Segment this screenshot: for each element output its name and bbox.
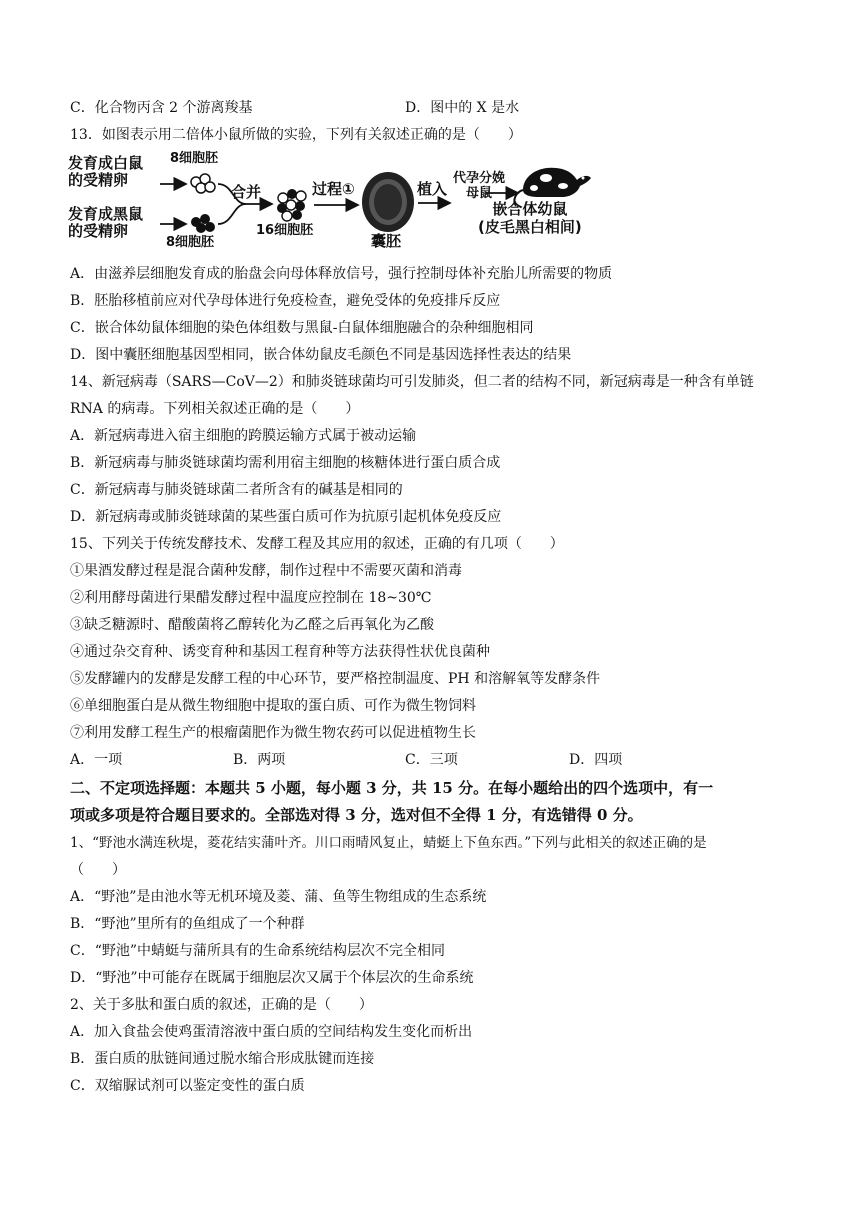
q14-option-a: A．新冠病毒进入宿主细胞的跨膜运输方式属于被动运输 <box>70 428 417 444</box>
q14-option-c: C．新冠病毒与肺炎链球菌二者所含有的碱基是相同的 <box>70 482 403 498</box>
q13-option-b: B．胚胎移植前应对代孕母体进行免疫检查，避免受体的免疫排斥反应 <box>70 293 501 309</box>
q15-option-b: B．两项 <box>233 752 286 768</box>
q15-item-2: ②利用酵母菌进行果醋发酵过程中温度应控制在 18~30℃ <box>70 590 432 606</box>
s2q2-option-b: B．蛋白质的肽链间通过脱水缩合形成肽键而连接 <box>70 1051 375 1067</box>
s2q2-option-c: C．双缩脲试剂可以鉴定变性的蛋白质 <box>70 1078 305 1094</box>
q14-option-b: B．新冠病毒与肺炎链球菌均需利用宿主细胞的核糖体进行蛋白质合成 <box>70 455 501 471</box>
q15-item-1: ①果酒发酵过程是混合菌种发酵，制作过程中不需要灭菌和消毒 <box>70 563 462 579</box>
q13-stem: 13．如图表示用二倍体小鼠所做的实验，下列有关叙述正确的是（ ） <box>70 127 522 143</box>
s2q1-option-d: D．“野池”中可能存在既属于细胞层次又属于个体层次的生命系统 <box>70 970 474 986</box>
q15-item-3: ③缺乏糖源时、醋酸菌将乙醇转化为乙醛之后再氧化为乙酸 <box>70 617 434 633</box>
section2-heading-line2: 项或多项是符合题目要求的。全部选对得 3 分，选对但不全得 1 分，有选错得 0 分。 <box>70 806 643 824</box>
s2q2-option-a: A．加入食盐会使鸡蛋清溶液中蛋白质的空间结构发生变化而析出 <box>70 1024 473 1040</box>
label-white-egg: 发育成白鼠 的受精卵 <box>68 154 144 189</box>
eight-cell-embryo-bottom <box>191 214 215 233</box>
q14-stem-line2: RNA 的病毒。下列相关叙述正确的是（ ） <box>70 401 360 417</box>
q15-option-a: A．一项 <box>70 752 123 768</box>
q15-option-c: C．三项 <box>405 752 458 768</box>
label-blastocyst: 囊胚 <box>371 232 402 250</box>
merge-line-bottom <box>218 204 246 224</box>
s2q1-option-a: A．“野池”是由池水等无机环境及菱、蒲、鱼等生物组成的生态系统 <box>70 889 487 905</box>
q13-option-d: D．图中囊胚细胞基因型相同，嵌合体幼鼠皮毛颜色不同是基因选择性表达的结果 <box>70 347 572 363</box>
q12-option-c: C．化合物丙含 2 个游离羧基 <box>70 100 253 116</box>
q15-stem: 15、下列关于传统发酵技术、发酵工程及其应用的叙述，正确的有几项（ ） <box>70 536 564 552</box>
s2q1-option-c: C．“野池”中蜻蜓与蒲所具有的生命系统结构层次不完全相同 <box>70 943 446 959</box>
label-black-egg: 发育成黑鼠 的受精卵 <box>68 205 144 240</box>
q14-stem-line1: 14、新冠病毒（SARS—CoV—2）和肺炎链球菌均可引发肺炎，但二者的结构不同，新冠病毒是一种含有单链 <box>70 374 754 390</box>
s2q1-option-b: B．“野池”里所有的鱼组成了一个种群 <box>70 916 305 932</box>
q15-item-5: ⑤发酵罐内的发酵是发酵工程的中心环节，要严格控制温度、PH 和溶解氧等发酵条件 <box>70 671 601 687</box>
eight-cell-embryo-top <box>191 174 215 193</box>
s2q1-stem-line2: （ ） <box>70 862 126 878</box>
q13-option-a: A．由滋养层细胞发育成的胎盘会向母体释放信号，强行控制母体补充胎儿所需要的物质 <box>70 266 613 282</box>
label-chimera: 嵌合体幼鼠 (皮毛黑白相间) <box>478 200 582 236</box>
section2-heading-line1: 二、不定项选择题：本题共 5 小题，每小题 3 分，共 15 分。在每小题给出的四个选项中，有一 <box>70 779 714 797</box>
label-merge: 合并 <box>231 183 262 201</box>
q14-option-d: D．新冠病毒或肺炎链球菌的某些蛋白质可作为抗原引起机体免疫反应 <box>70 509 502 525</box>
q13-option-c: C．嵌合体幼鼠体细胞的染色体组数与黑鼠-白鼠体细胞融合的杂种细胞相同 <box>70 320 534 336</box>
q15-item-6: ⑥单细胞蛋白是从微生物细胞中提取的蛋白质、可作为微生物饲料 <box>70 698 476 714</box>
label-surrogate: 代孕分娩 母鼠 <box>453 171 506 201</box>
s2q2-stem: 2、关于多肽和蛋白质的叙述，正确的是（ ） <box>70 997 373 1013</box>
sixteen-cell-embryo <box>277 189 306 221</box>
blastocyst-image <box>362 172 414 232</box>
label-16-cell: 16细胞胚 <box>256 223 314 238</box>
q15-option-d: D．四项 <box>569 752 623 768</box>
q12-option-d: D．图中的 X 是水 <box>405 100 520 116</box>
label-8-cell-top: 8细胞胚 <box>170 151 219 166</box>
s2q1-stem-line1: 1、“野池水满连秋堤，菱花结实蒲叶齐。川口雨晴风复止，蜻蜓上下鱼东西。”下列与此相关的叙述正确的是 <box>70 835 707 851</box>
q15-item-7: ⑦利用发酵工程生产的根瘤菌肥作为微生物农药可以促进植物生长 <box>70 725 476 741</box>
q15-item-4: ④通过杂交育种、诱变育种和基因工程育种等方法获得性状优良菌种 <box>70 644 490 660</box>
label-implant: 植入 <box>417 180 448 198</box>
label-process-1: 过程① <box>312 180 355 198</box>
mouse-embryo-diagram <box>68 148 598 250</box>
label-8-cell-bottom: 8细胞胚 <box>166 235 215 250</box>
